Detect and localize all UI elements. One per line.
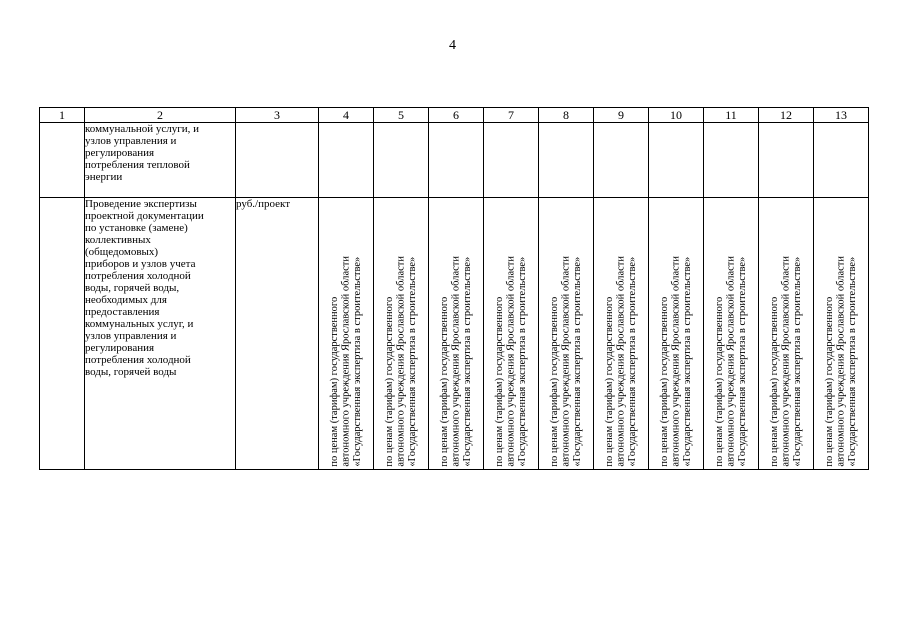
header-cell: 8 (539, 108, 594, 123)
value-cell (814, 123, 869, 198)
value-text: по ценам (тарифам) государственного автономного учреждения Ярославской области «Государственная экспертиза в строительстве» (823, 256, 858, 467)
table-row (40, 123, 869, 198)
value-cell (704, 123, 759, 198)
header-cell: 1 (40, 108, 85, 123)
value-cell (319, 198, 374, 470)
value-cell (814, 198, 869, 470)
header-cell: 13 (814, 108, 869, 123)
unit-cell (236, 123, 319, 198)
value-cell (759, 123, 814, 198)
row-number-cell (40, 198, 85, 470)
header-cell: 7 (484, 108, 539, 123)
description-cell (85, 123, 236, 198)
value-text: по ценам (тарифам) государственного автономного учреждения Ярославской области «Государственная экспертиза в строительстве» (548, 256, 583, 467)
header-cell: 3 (236, 108, 319, 123)
value-text: по ценам (тарифам) государственного автономного учреждения Ярославской области «Государственная экспертиза в строительстве» (603, 256, 638, 467)
value-cell (539, 198, 594, 470)
value-cell (649, 198, 704, 470)
table-row (40, 198, 869, 470)
row-number-cell (40, 123, 85, 198)
header-cell: 4 (319, 108, 374, 123)
value-cell (484, 198, 539, 470)
description-text: Проведение экспертизы проектной документации по установке (замене) коллективных (общедомовых) приборов и узлов учета потребления холодной воды, горячей воды, необходимых для предоставления коммунальных услуг, и узлов управления и регулирования потребления холодной воды, горячей воды (85, 198, 204, 378)
value-cell (594, 198, 649, 470)
header-cell: 2 (85, 108, 236, 123)
value-text: по ценам (тарифам) государственного автономного учреждения Ярославской области «Государственная экспертиза в строительстве» (713, 256, 748, 467)
value-cell (374, 123, 429, 198)
header-cell: 6 (429, 108, 484, 123)
header-cell: 10 (649, 108, 704, 123)
value-text: по ценам (тарифам) государственного автономного учреждения Ярославской области «Государственная экспертиза в строительстве» (328, 256, 363, 467)
value-text: по ценам (тарифам) государственного автономного учреждения Ярославской области «Государственная экспертиза в строительстве» (438, 256, 473, 467)
value-cell (704, 198, 759, 470)
page-number: 4 (449, 38, 456, 53)
header-cell: 11 (704, 108, 759, 123)
value-text: по ценам (тарифам) государственного автономного учреждения Ярославской области «Государственная экспертиза в строительстве» (383, 256, 418, 467)
value-cell (429, 123, 484, 198)
header-cell: 9 (594, 108, 649, 123)
value-cell (429, 198, 484, 470)
value-cell (319, 123, 374, 198)
value-text: по ценам (тарифам) государственного автономного учреждения Ярославской области «Государственная экспертиза в строительстве» (768, 256, 803, 467)
value-cell (539, 123, 594, 198)
unit-cell: руб./проект (236, 198, 319, 470)
description-cell (85, 198, 236, 470)
value-cell (484, 123, 539, 198)
header-row (40, 108, 869, 123)
tariff-table (39, 107, 869, 470)
header-cell: 5 (374, 108, 429, 123)
value-text: по ценам (тарифам) государственного автономного учреждения Ярославской области «Государственная экспертиза в строительстве» (658, 256, 693, 467)
description-text: коммунальной услуги, и узлов управления и регулирования потребления тепловой энергии (85, 123, 200, 183)
header-cell: 12 (759, 108, 814, 123)
value-cell (759, 198, 814, 470)
value-cell (594, 123, 649, 198)
value-cell (374, 198, 429, 470)
value-text: по ценам (тарифам) государственного автономного учреждения Ярославской области «Государственная экспертиза в строительстве» (493, 256, 528, 467)
value-cell (649, 123, 704, 198)
